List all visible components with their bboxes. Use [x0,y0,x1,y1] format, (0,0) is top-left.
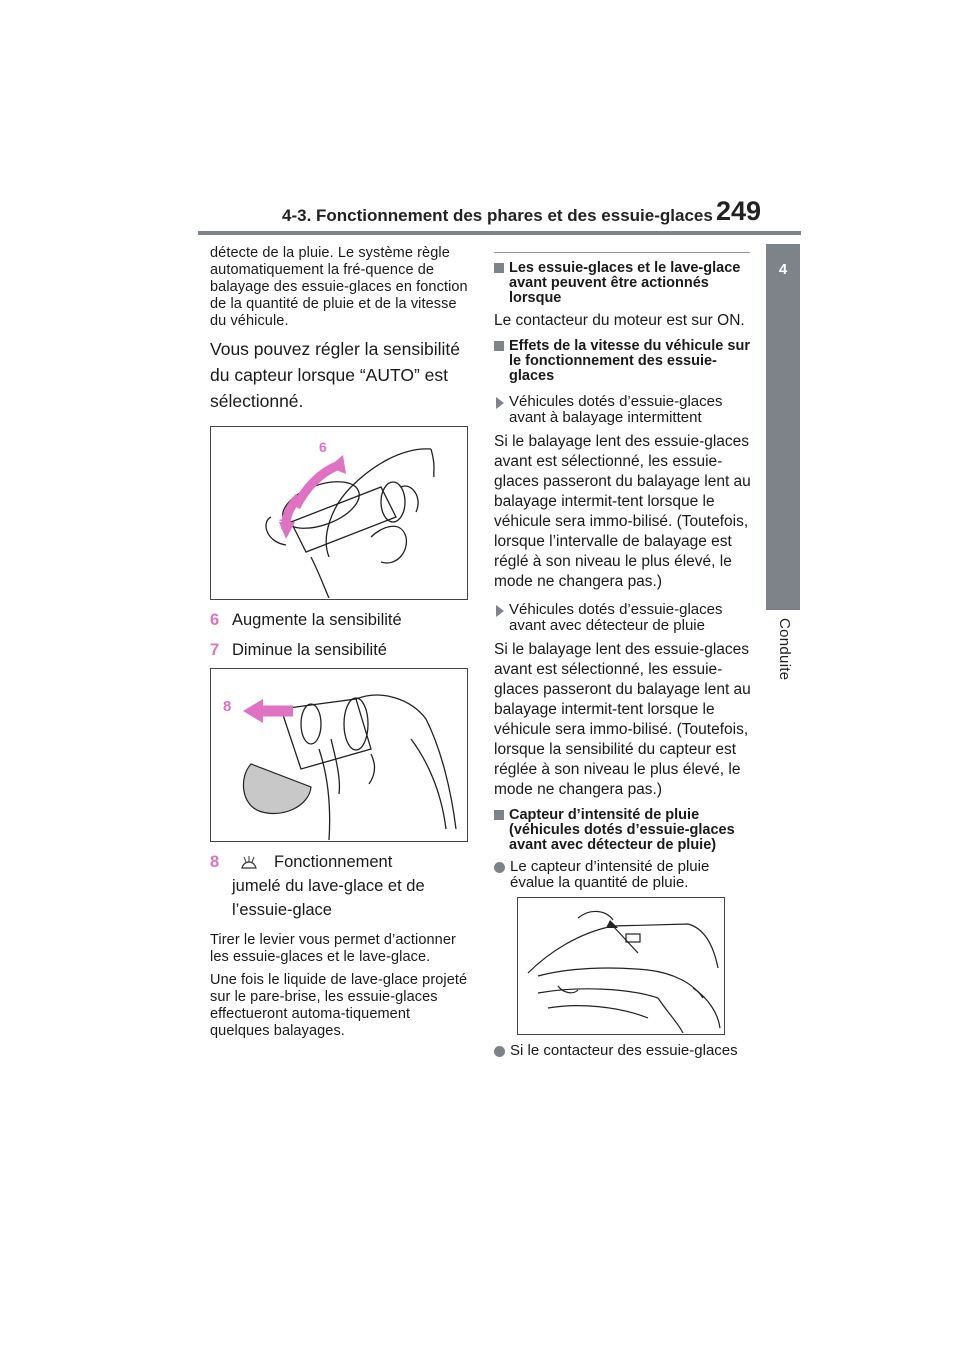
item-6-text: Augmente la sensibilité [232,611,402,629]
heading-operating-condition: Les essuie-glaces et le lave-glace avant peuvent être actionnés lorsque [494,261,752,306]
item-7 [210,638,468,662]
intro-paragraph: détecte de la pluie. Le système règle automatiquement la fré-quence de balayage des essuie-glaces en fonction de la quantité de pluie et de la vitesse du véhicule. [210,245,468,329]
square-bullet-icon [494,810,504,820]
sensitivity-lead: Vous pouvez régler la sensibilité du capteur lorsque “AUTO” est sélectionné. [210,339,461,411]
bullet-intermittent: Véhicules dotés d’essuie-glaces avant à balayage intermittent [494,394,752,426]
lever-pull-illustration [211,669,466,840]
washer-icon [240,854,258,872]
heading-speed-effect: Effets de la vitesse du véhicule sur le fonctionnement des essuie-glaces [494,339,752,384]
auto-sweep-paragraph: Une fois le liquide de lave-glace projeté sur le pare-brise, les essuie-glaces effectueront automa-tiquement quelques balayages. [210,972,468,1039]
heading-rain-sensor: Capteur d’intensité de pluie (véhicules dotés d’essuie-glaces avant avec détecteur de pluie) [494,808,752,853]
square-bullet-icon [494,263,504,273]
label-8: 8 [223,698,232,715]
chapter-label: Conduite [776,618,793,681]
ignition-paragraph: Le contacteur du moteur est sur ON. [494,312,745,329]
round-bullet-icon [494,1046,505,1057]
chapter-number: 4 [778,261,788,278]
triangle-bullet-icon [496,605,504,617]
item-7-text: Diminue la sensibilité [232,641,387,659]
section-title: 4-3. Fonctionnement des phares et des essuie-glaces [282,206,713,225]
column-rule [494,252,750,253]
item-6-number: 6 [210,611,220,629]
left-column [210,245,468,1046]
item-7-number: 7 [210,641,220,659]
rain-sensor-paragraph: Si le balayage lent des essuie-glaces avant est sélectionné, les essuie-glaces passeront du balayage lent au balayage intermit-tent lorsque le véhicule sera immo-bilisé. (Toutefois, lorsque la sensibilité du capteur est réglée à son niveau le plus élevé, le mode ne changera pas.) [494,641,751,798]
item-8-number: 8 [210,853,220,871]
right-column [494,252,752,1063]
square-bullet-icon [494,341,504,351]
wiper-switch-rotation-illustration [211,427,466,598]
bullet-rain-sensor: Véhicules dotés d’essuie-glaces avant avec détecteur de pluie [494,602,752,634]
header-rule [198,231,801,235]
triangle-bullet-icon [496,397,504,409]
item-8 [210,850,468,922]
dot-item-switch: Si le contacteur des essuie-glaces [494,1043,752,1059]
label-6: 6 [319,439,327,455]
item-8-text-b: jumelé du lave-glace et de l’essuie-glace [232,877,425,919]
rain-sensor-figure [517,897,725,1035]
dot-item-sensor: Le capteur d’intensité de pluie évalue la quantité de pluie. [494,859,752,891]
page-number: 249 [716,196,762,226]
washer-pull-figure [210,668,468,842]
pull-lever-paragraph: Tirer le levier vous permet d’actionner les essuie-glaces et le lave-glace. [210,932,456,965]
sensitivity-figure [210,426,468,600]
car-windshield-illustration [518,898,723,1033]
round-bullet-icon [494,862,505,873]
item-8-text-a: Fonctionnement [274,853,393,871]
item-6 [210,608,468,632]
intermittent-paragraph: Si le balayage lent des essuie-glaces avant est sélectionné, les essuie-glaces passeront du balayage lent au balayage intermit-tent lorsque le véhicule sera immo-bilisé. (Toutefois, lorsque l’intervalle de balayage est réglé à son niveau le plus élevé, le mode ne changera pas.) [494,433,751,590]
chapter-tab[interactable] [766,244,800,610]
label-7: 7 [279,516,287,532]
